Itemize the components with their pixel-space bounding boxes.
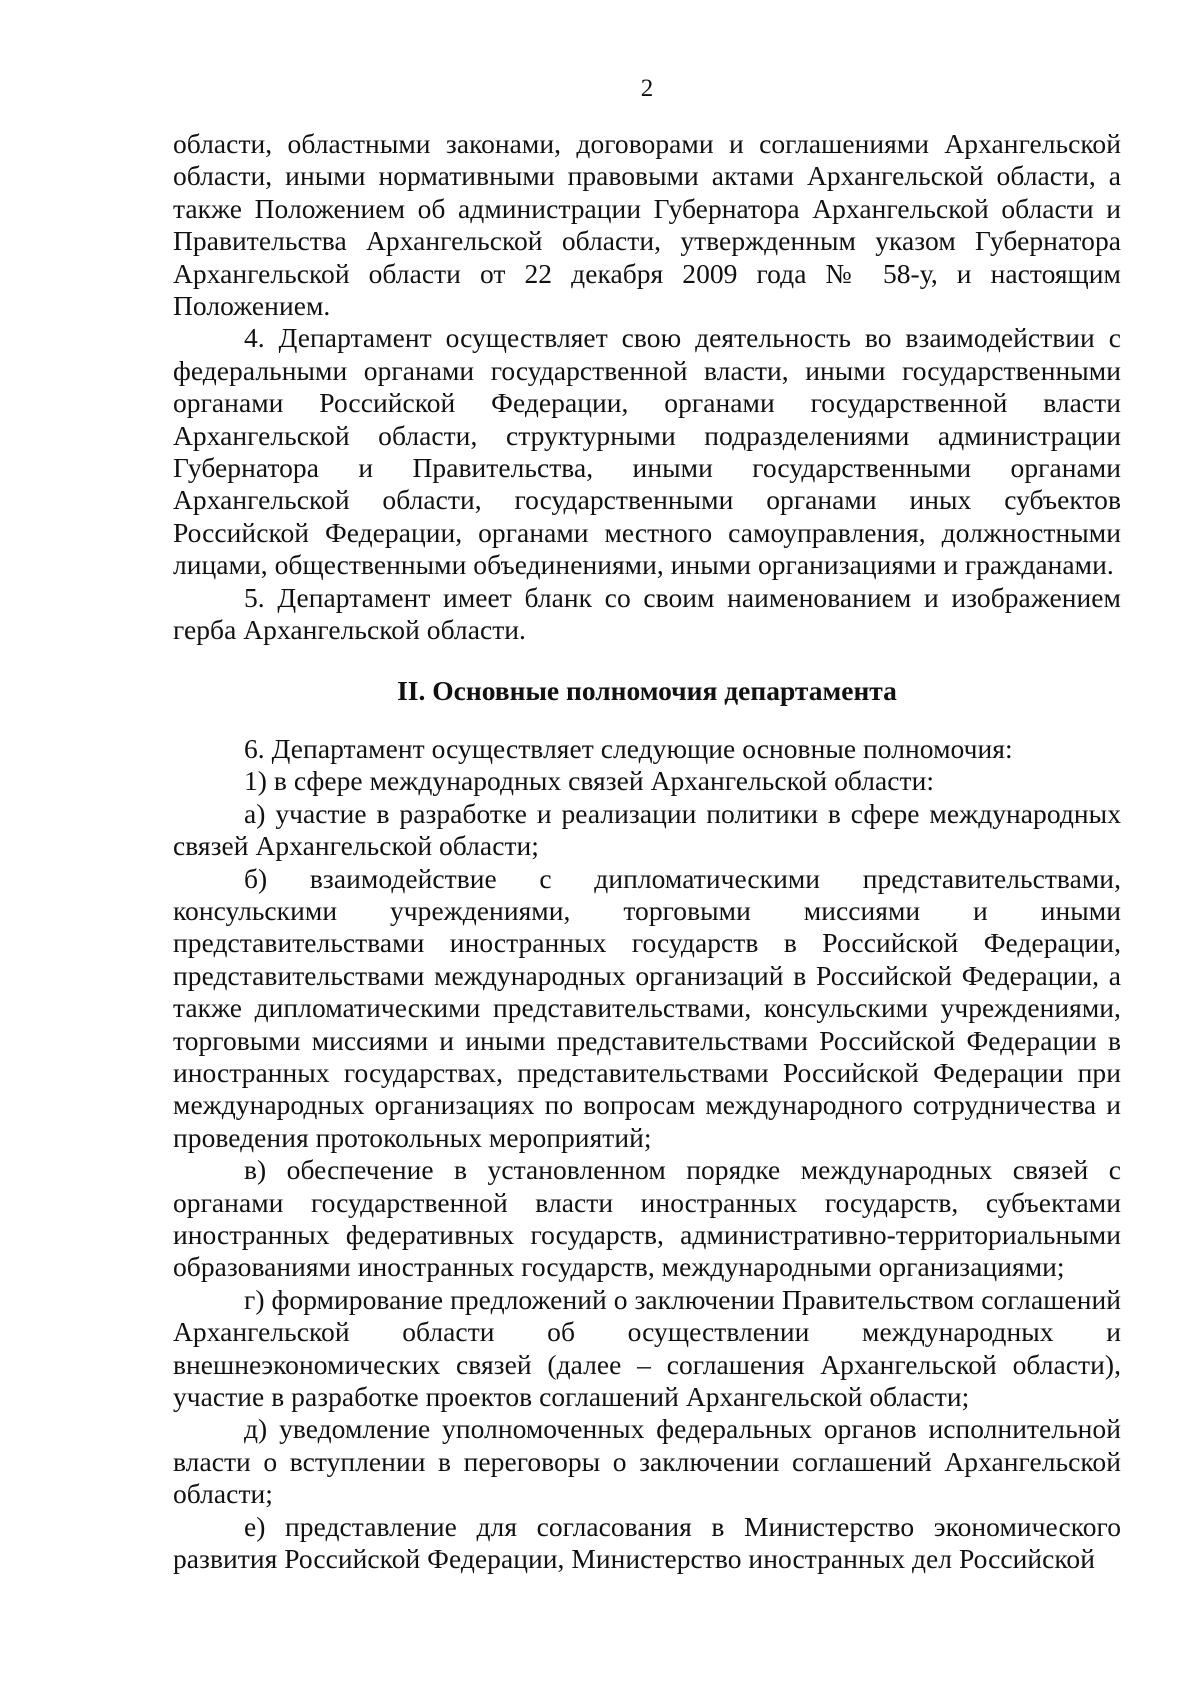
paragraph-subitem-1: 1) в сфере международных связей Архангельской области: [244,765,935,797]
paragraph-subitem-d: д) уведомление уполномоченных федеральных органов исполнительной власти о вступлении в переговоры о заключении соглашений Архангельской области; [173,1413,1121,1510]
paragraph-subitem-a: а) участие в разработке и реализации политики в сфере международных связей Архангельской области; [173,797,1121,862]
paragraph-continuation: области, областными законами, договорами и соглашениями Архангельской области, иными нормативными правовыми актами Архангельской области, а также Положением об администрации Губернатора Архангельской области и Правительства Архангельской области, утвержденным указом Губернатора Архангельской области от 22 декабря 2009 года № 58-у, и настоящим Положением. [173,128,1121,322]
paragraph-subitem-g: г) формирование предложений о заключении Правительством соглашений Архангельской области об осуществлении международных и внешнеэкономических связей (далее – соглашения Архангельской области), участие в разработке проектов соглашений Архангельской области; [173,1283,1121,1413]
paragraph-subitem-e: е) представление для согласования в Министерство экономического развития Российской Федерации, Министерство иностранных дел Российской [173,1510,1121,1575]
paragraph-item-5: 5. Департамент имеет бланк со своим наименованием и изображением герба Архангельской области. [173,581,1121,646]
document-body [173,128,1121,1575]
document-page [173,0,1121,1697]
page-number: 2 [640,75,654,102]
section-heading: II. Основные полномочия департамента [397,674,897,706]
paragraph-subitem-b: б) взаимодействие с дипломатическими представительствами, консульскими учреждениями, торговыми миссиями и иными представительствами иностранных государств в Российской Федерации, представительствами международных организаций в Российской Федерации, а также дипломатическими представительствами, консульскими учреждениями, торговыми миссиями и иными представительствами Российской Федерации в иностранных государствах, представительствами Российской Федерации при международных организациях по вопросам международного сотрудничества и проведения протокольных мероприятий; [173,862,1121,1153]
paragraph-item-6: 6. Департамент осуществляет следующие основные полномочия: [244,732,1013,764]
paragraph-subitem-v: в) обеспечение в установленном порядке международных связей с органами государственной власти иностранных государств, субъектами иностранных федеративных государств, административно-территориальными образованиями иностранных государств, международными организациями; [173,1154,1121,1283]
paragraph-item-4: 4. Департамент осуществляет свою деятельность во взаимодействии с федеральными органами государственной власти, иными государственными органами Российской Федерации, органами государственной власти Архангельской области, структурными подразделениями администрации Губернатора и Правительства, иными государственными органами Архангельской области, государственными органами иных субъектов Российской Федерации, органами местного самоуправления, должностными лицами, общественными объединениями, иными организациями и гражданами. [173,322,1121,581]
